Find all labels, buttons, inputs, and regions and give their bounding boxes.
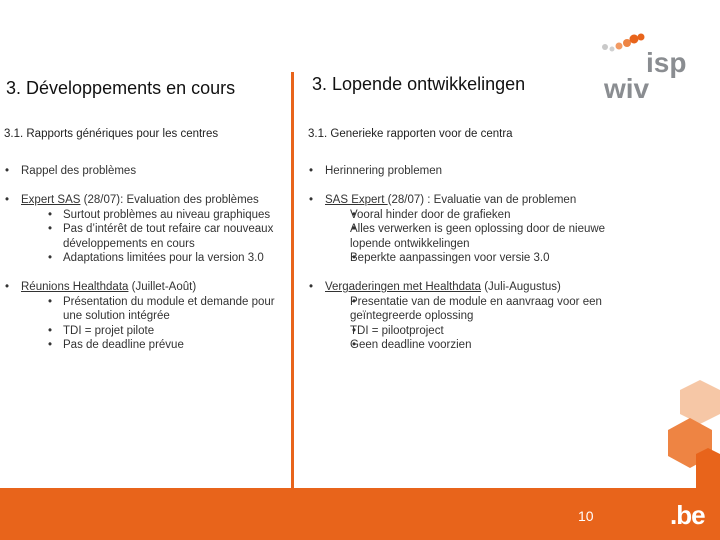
sub-list-item: • Beperkte aanpassingen voor versie 3.0 xyxy=(308,251,620,266)
list-item-text: • Rappel des problèmes xyxy=(4,164,286,179)
sub-list-item: • Geen deadline voorzien xyxy=(308,338,620,353)
list-item xyxy=(4,280,286,353)
sub-list-item: • Adaptations limitées pour la version 3.0 xyxy=(4,251,286,266)
sub-list-item: • Pas de deadline prévue xyxy=(4,338,286,353)
footer-bar xyxy=(0,488,720,540)
link-healthdata[interactable]: Réunions Healthdata xyxy=(21,281,129,293)
list-item-text xyxy=(4,193,286,208)
list-item-rest: (Juli-Augustus) xyxy=(481,281,561,293)
sub-list-item: • Alles verwerken is geen oplossing door de nieuwe lopende ontwikkelingen xyxy=(308,222,620,251)
page-title-fr: 3. Développements en cours xyxy=(6,78,236,98)
sub-list-item: • Vooral hinder door de grafieken xyxy=(308,208,620,223)
link-healthdata-nl[interactable]: Vergaderingen met Healthdata xyxy=(325,281,481,293)
sub-list-item: • TDI = pilootproject xyxy=(308,324,620,339)
list-item xyxy=(4,164,286,179)
column-divider xyxy=(291,72,294,520)
svg-text:isp: isp xyxy=(646,47,686,78)
isp-wiv-logo xyxy=(596,28,686,100)
decorative-hexagons xyxy=(650,380,720,488)
list-item-rest: (28/07): Evaluation des problèmes xyxy=(80,194,259,206)
page-title-nl: 3. Lopende ontwikkelingen xyxy=(312,74,526,94)
list-item-text xyxy=(308,193,620,208)
sub-list-item: • Pas d’intérêt de tout refaire car nouveaux développements en cours xyxy=(4,222,286,251)
list-item-rest: (Juillet-Août) xyxy=(128,281,197,293)
subheading-fr: 3.1. Rapports génériques pour les centres xyxy=(4,128,219,140)
link-sas-expert[interactable]: SAS Expert xyxy=(325,194,388,206)
sub-list-item: • Présentation du module et demande pour une solution intégrée xyxy=(4,295,286,324)
list-item-text: • Herinnering problemen xyxy=(308,164,620,179)
sub-list-item: • TDI = projet pilote xyxy=(4,324,286,339)
subheading-nl: 3.1. Generieke rapporten voor de centra xyxy=(308,128,513,140)
page-number: 10 xyxy=(578,508,594,524)
link-expert-sas[interactable]: Expert SAS xyxy=(21,194,81,206)
list-item xyxy=(4,193,286,266)
sub-list-item: • Presentatie van de module en aanvraag voor een geïntegreerde oplossing xyxy=(308,295,620,324)
list-item-text xyxy=(4,280,286,295)
list-item xyxy=(308,164,620,179)
list-item-rest: (28/07) : Evaluatie van de problemen xyxy=(387,194,577,206)
list-item xyxy=(308,280,620,353)
be-logo: .be xyxy=(670,500,705,530)
list-item xyxy=(308,193,620,266)
svg-text:wiv: wiv xyxy=(604,73,650,100)
list-item-text xyxy=(308,280,620,295)
sub-list-item: • Surtout problèmes au niveau graphiques xyxy=(4,208,286,223)
